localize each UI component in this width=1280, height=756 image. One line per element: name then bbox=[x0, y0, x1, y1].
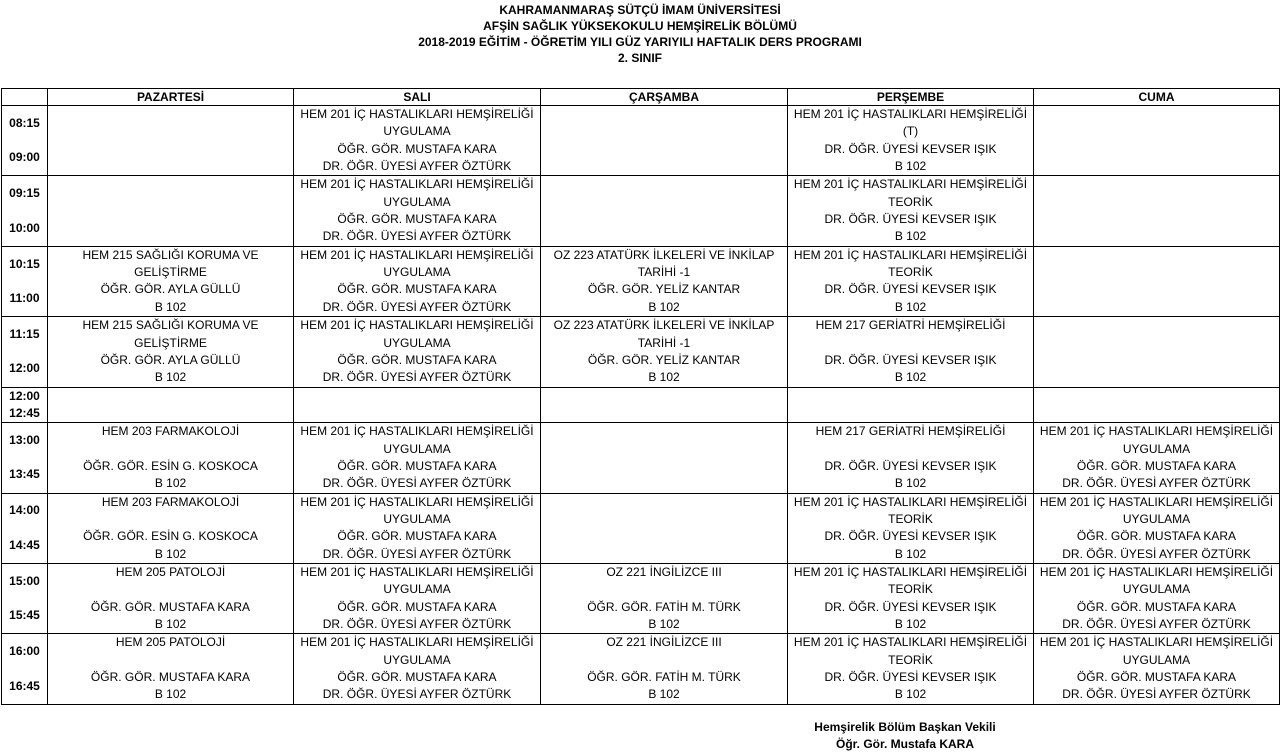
course-detail: UYGULAMA bbox=[383, 194, 451, 209]
course-name: HEM 201 İÇ HASTALIKLARI HEMŞİRELİĞİ bbox=[793, 177, 1028, 192]
course-name: OZ 221 İNGİLİZCE III bbox=[606, 635, 722, 650]
course-detail: B 102 bbox=[154, 370, 187, 385]
course-detail: B 102 bbox=[154, 476, 187, 491]
instructor-name: ÖĞR. GÖR. MUSTAFA KARA bbox=[337, 458, 497, 473]
signature-title: Hemşirelik Bölüm Başkan Vekili bbox=[814, 720, 996, 734]
course-detail: GELİŞTİRME bbox=[134, 335, 207, 350]
course-cell-friday bbox=[1034, 106, 1280, 176]
day-header-wednesday: ÇARŞAMBA bbox=[541, 89, 788, 106]
instructor-name: ÖĞR. GÖR. MUSTAFA KARA bbox=[337, 529, 497, 544]
course-detail: B 102 bbox=[894, 476, 927, 491]
course-name: HEM 201 İÇ HASTALIKLARI HEMŞİRELİĞİ bbox=[793, 107, 1028, 122]
time-slot-cell bbox=[2, 246, 48, 316]
instructor-name: ÖĞR. GÖR. MUSTAFA KARA bbox=[1076, 458, 1237, 473]
slot-start-time: 15:00 bbox=[9, 573, 40, 588]
course-cell-tuesday bbox=[294, 387, 541, 423]
course-name: OZ 223 ATATÜRK İLKELERİ VE İNKİLAP bbox=[553, 318, 775, 333]
course-name: HEM 201 İÇ HASTALIKLARI HEMŞİRELİĞİ bbox=[300, 565, 534, 580]
slot-end-time: 11:00 bbox=[9, 290, 40, 305]
course-cell-tuesday bbox=[294, 634, 541, 704]
course-detail: B 102 bbox=[894, 546, 927, 561]
course-detail: UYGULAMA bbox=[1122, 652, 1191, 667]
day-header-row bbox=[2, 89, 1280, 106]
day-header-tuesday: SALI bbox=[294, 89, 541, 106]
course-detail: B 102 bbox=[894, 229, 927, 244]
schedule-row bbox=[2, 423, 1280, 493]
course-cell-monday bbox=[48, 493, 294, 563]
schedule-row bbox=[2, 317, 1280, 387]
course-detail bbox=[541, 581, 787, 598]
course-detail: B 102 bbox=[648, 299, 680, 314]
course-cell-friday bbox=[1034, 493, 1280, 563]
course-detail: B 102 bbox=[648, 687, 680, 702]
slot-end-time: 09:00 bbox=[9, 150, 40, 165]
course-detail: B 102 bbox=[154, 616, 187, 631]
course-detail: DR. ÖĞR. ÜYESİ AYFER ÖZTÜRK bbox=[322, 476, 512, 491]
instructor-name: DR. ÖĞR. ÜYESİ KEVSER IŞIK bbox=[824, 141, 997, 156]
course-cell-tuesday bbox=[294, 246, 541, 316]
course-cell-monday bbox=[48, 387, 294, 423]
slot-end-time: 12:45 bbox=[9, 405, 40, 420]
course-detail bbox=[541, 652, 787, 669]
time-slot-cell bbox=[2, 106, 48, 176]
course-cell-wednesday bbox=[541, 423, 788, 493]
instructor-name: ÖĞR. GÖR. FATİH M. TÜRK bbox=[587, 670, 741, 685]
instructor-name: ÖĞR. GÖR. YELİZ KANTAR bbox=[587, 352, 741, 367]
slot-end-time: 16:45 bbox=[9, 678, 40, 693]
instructor-name: ÖĞR. GÖR. MUSTAFA KARA bbox=[90, 670, 251, 685]
course-cell-friday bbox=[1034, 634, 1280, 704]
signature-block bbox=[790, 719, 1020, 753]
schedule-row bbox=[2, 493, 1280, 563]
course-detail: B 102 bbox=[648, 370, 680, 385]
day-header-monday: PAZARTESİ bbox=[48, 89, 294, 106]
course-detail: B 102 bbox=[894, 158, 927, 173]
instructor-name: ÖĞR. GÖR. MUSTAFA KARA bbox=[337, 599, 497, 614]
course-detail: TARİHİ -1 bbox=[637, 335, 691, 350]
instructor-name: ÖĞR. GÖR. YELİZ KANTAR bbox=[587, 282, 741, 297]
day-header-thursday: PERŞEMBE bbox=[788, 89, 1034, 106]
course-detail: B 102 bbox=[894, 299, 927, 314]
course-cell-tuesday bbox=[294, 317, 541, 387]
time-slot-cell bbox=[2, 493, 48, 563]
course-detail: UYGULAMA bbox=[383, 652, 451, 667]
course-cell-friday bbox=[1034, 423, 1280, 493]
slot-start-time: 11:15 bbox=[9, 327, 40, 342]
course-cell-monday bbox=[48, 176, 294, 246]
course-detail: TARİHİ -1 bbox=[637, 265, 691, 280]
course-name: HEM 217 GERİATRİ HEMŞİRELİĞİ bbox=[815, 318, 1006, 333]
course-detail: B 102 bbox=[894, 370, 927, 385]
slot-end-time: 12:00 bbox=[9, 361, 40, 376]
course-cell-friday bbox=[1034, 246, 1280, 316]
course-detail bbox=[48, 441, 293, 458]
course-detail: DR. ÖĞR. ÜYESİ AYFER ÖZTÜRK bbox=[322, 616, 512, 631]
slot-end-time: 10:00 bbox=[9, 220, 40, 235]
course-cell-wednesday bbox=[541, 176, 788, 246]
time-slot-cell bbox=[2, 563, 48, 633]
course-cell-monday bbox=[48, 246, 294, 316]
instructor-name: ÖĞR. GÖR. ESİN G. KOSKOCA bbox=[83, 529, 258, 544]
course-detail: UYGULAMA bbox=[383, 265, 451, 280]
course-detail bbox=[48, 581, 293, 598]
course-detail: DR. ÖĞR. ÜYESİ AYFER ÖZTÜRK bbox=[322, 229, 512, 244]
schedule-row bbox=[2, 634, 1280, 704]
course-cell-friday bbox=[1034, 317, 1280, 387]
instructor-name: ÖĞR. GÖR. MUSTAFA KARA bbox=[1076, 670, 1237, 685]
instructor-name: ÖĞR. GÖR. MUSTAFA KARA bbox=[337, 141, 497, 156]
schedule-row bbox=[2, 246, 1280, 316]
course-cell-monday bbox=[48, 423, 294, 493]
course-cell-thursday bbox=[788, 493, 1034, 563]
instructor-name: ÖĞR. GÖR. AYLA GÜLLÜ bbox=[100, 352, 241, 367]
course-detail: UYGULAMA bbox=[383, 441, 451, 456]
course-name: HEM 201 İÇ HASTALIKLARI HEMŞİRELİĞİ bbox=[1039, 635, 1274, 650]
time-slot-cell bbox=[2, 317, 48, 387]
slot-start-time: 13:00 bbox=[9, 433, 40, 448]
course-cell-monday bbox=[48, 634, 294, 704]
course-detail: TEORİK bbox=[888, 652, 933, 667]
course-name: OZ 221 İNGİLİZCE III bbox=[606, 565, 722, 580]
course-cell-wednesday bbox=[541, 246, 788, 316]
course-name: HEM 215 SAĞLIĞI KORUMA VE bbox=[82, 318, 259, 333]
instructor-name: ÖĞR. GÖR. MUSTAFA KARA bbox=[1076, 599, 1237, 614]
course-cell-tuesday bbox=[294, 106, 541, 176]
instructor-name: DR. ÖĞR. ÜYESİ KEVSER IŞIK bbox=[824, 282, 997, 297]
course-name: HEM 205 PATOLOJİ bbox=[115, 635, 226, 650]
schedule-row bbox=[2, 387, 1280, 423]
instructor-name: ÖĞR. GÖR. ESİN G. KOSKOCA bbox=[83, 458, 258, 473]
slot-start-time: 10:15 bbox=[9, 256, 40, 271]
slot-start-time: 09:15 bbox=[9, 186, 40, 201]
course-detail: UYGULAMA bbox=[383, 582, 451, 597]
course-detail: UYGULAMA bbox=[1122, 511, 1191, 526]
course-name: HEM 201 İÇ HASTALIKLARI HEMŞİRELİĞİ bbox=[300, 494, 534, 509]
class-level: 2. SINIF bbox=[617, 51, 662, 65]
course-detail: B 102 bbox=[894, 687, 927, 702]
instructor-name: DR. ÖĞR. ÜYESİ KEVSER IŞIK bbox=[824, 458, 997, 473]
course-detail bbox=[788, 335, 1033, 352]
slot-start-time: 08:15 bbox=[9, 115, 40, 130]
course-cell-wednesday bbox=[541, 634, 788, 704]
signature-name: Öğr. Gör. Mustafa KARA bbox=[835, 737, 975, 751]
course-name: HEM 201 İÇ HASTALIKLARI HEMŞİRELİĞİ bbox=[300, 424, 534, 439]
instructor-name: ÖĞR. GÖR. MUSTAFA KARA bbox=[337, 282, 497, 297]
day-header-friday: CUMA bbox=[1034, 89, 1280, 106]
course-name: OZ 223 ATATÜRK İLKELERİ VE İNKİLAP bbox=[553, 247, 775, 262]
course-name: HEM 201 İÇ HASTALIKLARI HEMŞİRELİĞİ bbox=[300, 318, 534, 333]
course-detail: TEORİK bbox=[888, 194, 933, 209]
document-header bbox=[0, 0, 1280, 66]
course-detail: UYGULAMA bbox=[383, 511, 451, 526]
course-detail: DR. ÖĞR. ÜYESİ AYFER ÖZTÜRK bbox=[1062, 687, 1251, 702]
course-cell-thursday bbox=[788, 176, 1034, 246]
course-detail: DR. ÖĞR. ÜYESİ AYFER ÖZTÜRK bbox=[322, 370, 512, 385]
course-name: HEM 203 FARMAKOLOJİ bbox=[101, 494, 240, 509]
course-detail: (T) bbox=[902, 124, 919, 139]
course-detail: DR. ÖĞR. ÜYESİ AYFER ÖZTÜRK bbox=[322, 546, 512, 561]
program-title: 2018-2019 EĞİTİM - ÖĞRETİM YILI GÜZ YARIYILI HAFTALIK DERS PROGRAMI bbox=[418, 35, 862, 49]
instructor-name: DR. ÖĞR. ÜYESİ KEVSER IŞIK bbox=[824, 212, 997, 227]
course-cell-wednesday bbox=[541, 317, 788, 387]
course-detail: DR. ÖĞR. ÜYESİ AYFER ÖZTÜRK bbox=[322, 299, 512, 314]
schedule-row bbox=[2, 563, 1280, 633]
instructor-name: DR. ÖĞR. ÜYESİ KEVSER IŞIK bbox=[824, 529, 997, 544]
course-name: HEM 201 İÇ HASTALIKLARI HEMŞİRELİĞİ bbox=[793, 494, 1028, 509]
slot-end-time: 14:45 bbox=[9, 537, 40, 552]
course-detail: TEORİK bbox=[888, 511, 933, 526]
instructor-name: ÖĞR. GÖR. FATİH M. TÜRK bbox=[587, 599, 741, 614]
course-cell-thursday bbox=[788, 563, 1034, 633]
slot-end-time: 13:45 bbox=[9, 467, 40, 482]
course-name: HEM 201 İÇ HASTALIKLARI HEMŞİRELİĞİ bbox=[793, 565, 1028, 580]
time-slot-cell bbox=[2, 387, 48, 423]
course-detail: DR. ÖĞR. ÜYESİ AYFER ÖZTÜRK bbox=[1062, 616, 1251, 631]
instructor-name: DR. ÖĞR. ÜYESİ KEVSER IŞIK bbox=[824, 352, 997, 367]
course-name: HEM 201 İÇ HASTALIKLARI HEMŞİRELİĞİ bbox=[1039, 494, 1274, 509]
school-department: AFŞİN SAĞLIK YÜKSEKOKULU HEMŞİRELİK BÖLÜMÜ bbox=[483, 19, 797, 33]
course-cell-thursday bbox=[788, 423, 1034, 493]
course-name: HEM 217 GERİATRİ HEMŞİRELİĞİ bbox=[815, 424, 1006, 439]
course-cell-thursday bbox=[788, 246, 1034, 316]
course-cell-monday bbox=[48, 563, 294, 633]
slot-start-time: 12:00 bbox=[9, 388, 40, 403]
university-name: KAHRAMANMARAŞ SÜTÇÜ İMAM ÜNİVERSİTESİ bbox=[499, 3, 781, 17]
course-name: HEM 201 İÇ HASTALIKLARI HEMŞİRELİĞİ bbox=[793, 635, 1028, 650]
course-detail: UYGULAMA bbox=[1122, 582, 1191, 597]
course-name: HEM 215 SAĞLIĞI KORUMA VE bbox=[82, 247, 259, 262]
instructor-name: ÖĞR. GÖR. MUSTAFA KARA bbox=[337, 670, 497, 685]
course-detail bbox=[48, 652, 293, 669]
course-cell-tuesday bbox=[294, 493, 541, 563]
weekly-schedule-table bbox=[1, 88, 1280, 705]
course-cell-tuesday bbox=[294, 176, 541, 246]
course-cell-thursday bbox=[788, 387, 1034, 423]
time-slot-cell bbox=[2, 176, 48, 246]
slot-start-time: 14:00 bbox=[9, 503, 40, 518]
instructor-name: DR. ÖĞR. ÜYESİ KEVSER IŞIK bbox=[824, 599, 997, 614]
instructor-name: DR. ÖĞR. ÜYESİ KEVSER IŞIK bbox=[824, 670, 997, 685]
course-cell-tuesday bbox=[294, 423, 541, 493]
course-detail bbox=[48, 511, 293, 528]
slot-start-time: 16:00 bbox=[9, 644, 40, 659]
course-cell-wednesday bbox=[541, 106, 788, 176]
course-name: HEM 201 İÇ HASTALIKLARI HEMŞİRELİĞİ bbox=[300, 107, 534, 122]
instructor-name: ÖĞR. GÖR. MUSTAFA KARA bbox=[1076, 529, 1237, 544]
course-name: HEM 201 İÇ HASTALIKLARI HEMŞİRELİĞİ bbox=[793, 247, 1028, 262]
time-slot-cell bbox=[2, 423, 48, 493]
course-detail: GELİŞTİRME bbox=[134, 265, 207, 280]
slot-end-time: 15:45 bbox=[9, 608, 40, 623]
schedule-row bbox=[2, 176, 1280, 246]
course-detail: B 102 bbox=[154, 687, 187, 702]
instructor-name: ÖĞR. GÖR. MUSTAFA KARA bbox=[337, 352, 497, 367]
course-name: HEM 201 İÇ HASTALIKLARI HEMŞİRELİĞİ bbox=[300, 177, 534, 192]
schedule-body bbox=[2, 106, 1280, 705]
time-slot-cell bbox=[2, 634, 48, 704]
course-detail: UYGULAMA bbox=[383, 124, 451, 139]
course-detail: DR. ÖĞR. ÜYESİ AYFER ÖZTÜRK bbox=[1062, 476, 1251, 491]
course-cell-thursday bbox=[788, 634, 1034, 704]
instructor-name: ÖĞR. GÖR. AYLA GÜLLÜ bbox=[100, 282, 241, 297]
course-detail bbox=[788, 441, 1033, 458]
schedule-row bbox=[2, 106, 1280, 176]
course-cell-thursday bbox=[788, 317, 1034, 387]
course-cell-monday bbox=[48, 106, 294, 176]
course-cell-wednesday bbox=[541, 563, 788, 633]
course-cell-friday bbox=[1034, 563, 1280, 633]
course-cell-thursday bbox=[788, 106, 1034, 176]
time-header-cell bbox=[2, 89, 48, 106]
course-detail: DR. ÖĞR. ÜYESİ AYFER ÖZTÜRK bbox=[1062, 546, 1251, 561]
course-name: HEM 201 İÇ HASTALIKLARI HEMŞİRELİĞİ bbox=[300, 247, 534, 262]
course-detail: DR. ÖĞR. ÜYESİ AYFER ÖZTÜRK bbox=[322, 687, 512, 702]
course-name: HEM 203 FARMAKOLOJİ bbox=[101, 424, 240, 439]
course-detail: B 102 bbox=[154, 299, 187, 314]
course-detail: TEORİK bbox=[888, 582, 933, 597]
course-detail: B 102 bbox=[894, 616, 927, 631]
course-cell-friday bbox=[1034, 176, 1280, 246]
course-cell-wednesday bbox=[541, 387, 788, 423]
course-detail: DR. ÖĞR. ÜYESİ AYFER ÖZTÜRK bbox=[322, 158, 512, 173]
course-detail: UYGULAMA bbox=[383, 335, 451, 350]
course-cell-tuesday bbox=[294, 563, 541, 633]
instructor-name: ÖĞR. GÖR. MUSTAFA KARA bbox=[337, 212, 497, 227]
course-detail: UYGULAMA bbox=[1122, 441, 1191, 456]
course-name: HEM 201 İÇ HASTALIKLARI HEMŞİRELİĞİ bbox=[1039, 424, 1274, 439]
course-name: HEM 201 İÇ HASTALIKLARI HEMŞİRELİĞİ bbox=[1039, 565, 1274, 580]
course-detail: B 102 bbox=[648, 616, 680, 631]
course-detail: B 102 bbox=[154, 546, 187, 561]
instructor-name: ÖĞR. GÖR. MUSTAFA KARA bbox=[90, 599, 251, 614]
course-name: HEM 201 İÇ HASTALIKLARI HEMŞİRELİĞİ bbox=[300, 635, 534, 650]
course-cell-monday bbox=[48, 317, 294, 387]
course-cell-friday bbox=[1034, 387, 1280, 423]
course-name: HEM 205 PATOLOJİ bbox=[115, 565, 226, 580]
course-cell-wednesday bbox=[541, 493, 788, 563]
course-detail: TEORİK bbox=[888, 265, 933, 280]
